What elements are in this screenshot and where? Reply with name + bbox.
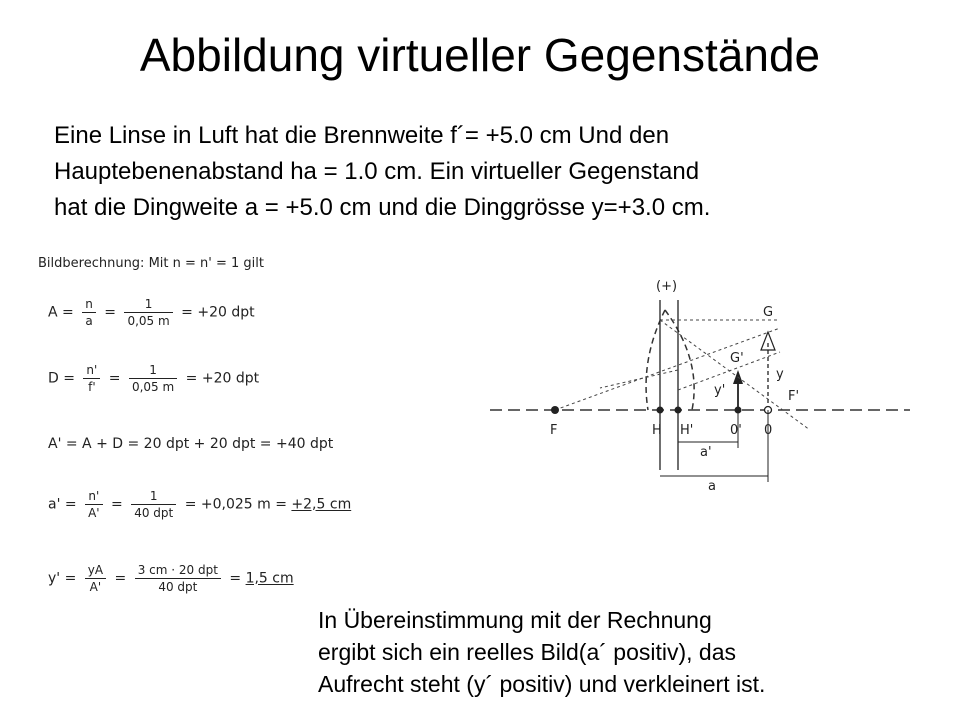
equation-image-distance: a' = $\frac{n'}{A'}$ = $\frac{1}{\text{40 dpt}}$ = +0,025 m = +2,5 cm bbox=[48, 489, 352, 520]
label-F-prime: F' bbox=[788, 389, 800, 404]
result-image-distance: +2,5 cm bbox=[291, 496, 352, 513]
problem-statement bbox=[54, 118, 944, 226]
fraction: $\frac{n'}{f'}$ bbox=[83, 362, 100, 395]
fraction: $\frac{n'}{A'}$ bbox=[85, 488, 103, 521]
label-a-prime: a' bbox=[700, 445, 712, 460]
label-G-prime: G' bbox=[730, 351, 744, 366]
calc-heading: Bildberechnung: Mit n = n' = 1 gilt bbox=[38, 256, 264, 271]
image-calculation bbox=[38, 256, 398, 616]
equation-vergence-A: A = $\frac{n}{a}$ = $\frac{1}{0,05 m}$ = +20 dpt bbox=[48, 297, 255, 328]
ray-focal bbox=[660, 320, 810, 430]
intro-line-3: hat die Dingweite a = +5.0 cm und die Dinggrösse y=+3.0 cm. bbox=[54, 194, 711, 221]
conclusion-text bbox=[318, 604, 948, 700]
label-O: 0 bbox=[764, 423, 773, 438]
ray-return bbox=[600, 370, 678, 388]
equation-image-vergence: A' = A + D = 20 dpt + 20 dpt = +40 dpt bbox=[48, 436, 334, 452]
label-y-prime: y' bbox=[714, 383, 726, 398]
conclusion-line-3: Aufrecht steht (y´ positiv) und verkleinert ist. bbox=[318, 671, 766, 697]
label-O-prime: 0' bbox=[730, 423, 742, 438]
label-lens-sign: (+) bbox=[656, 279, 678, 294]
label-F: F bbox=[550, 423, 558, 438]
label-y: y bbox=[776, 367, 784, 382]
label-G: G bbox=[763, 305, 774, 320]
point-H-prime bbox=[675, 407, 682, 414]
conclusion-line-2: ergibt sich ein reelles Bild(a´ positiv), das bbox=[318, 639, 737, 665]
equation-image-size: y' = $\frac{yA}{A'}$ = $\frac{\text{3 cm · 20 dpt}}{\text{40 dpt}}$ = 1,5 cm bbox=[48, 563, 294, 594]
label-H: H bbox=[652, 423, 662, 438]
fraction: $\frac{1}{0,05 m}$ bbox=[124, 296, 172, 329]
fraction: $\frac{\text{3 cm · 20 dpt}}{\text{40 dpt}}$ bbox=[135, 562, 221, 595]
point-H bbox=[657, 407, 664, 414]
focal-point-F bbox=[551, 406, 559, 414]
intro-line-2: Hauptebenenabstand ha = 1.0 cm. Ein virtueller Gegenstand bbox=[54, 158, 700, 185]
conclusion-line-1: In Übereinstimmung mit der Rechnung bbox=[318, 607, 712, 633]
ray-central bbox=[555, 328, 780, 410]
fraction: $\frac{n}{a}$ bbox=[82, 296, 96, 329]
lens-ray-diagram bbox=[480, 270, 920, 500]
label-a: a bbox=[708, 479, 716, 494]
lens-outline bbox=[646, 310, 694, 410]
intro-line-1: Eine Linse in Luft hat die Brennweite f´= +5.0 cm Und den bbox=[54, 122, 670, 149]
fraction: $\frac{1}{\text{40 dpt}}$ bbox=[131, 488, 176, 521]
fraction: $\frac{1}{0,05 m}$ bbox=[129, 362, 177, 395]
slide-title: Abbildung virtueller Gegenstände bbox=[139, 29, 821, 81]
object-arrowhead bbox=[761, 332, 775, 350]
equation-power-D: D = $\frac{n'}{f'}$ = $\frac{1}{0,05 m}$ = +20 dpt bbox=[48, 363, 260, 394]
fraction: $\frac{yA}{A'}$ bbox=[85, 562, 106, 595]
result-image-size: 1,5 cm bbox=[245, 570, 294, 587]
label-H-prime: H' bbox=[680, 423, 694, 438]
